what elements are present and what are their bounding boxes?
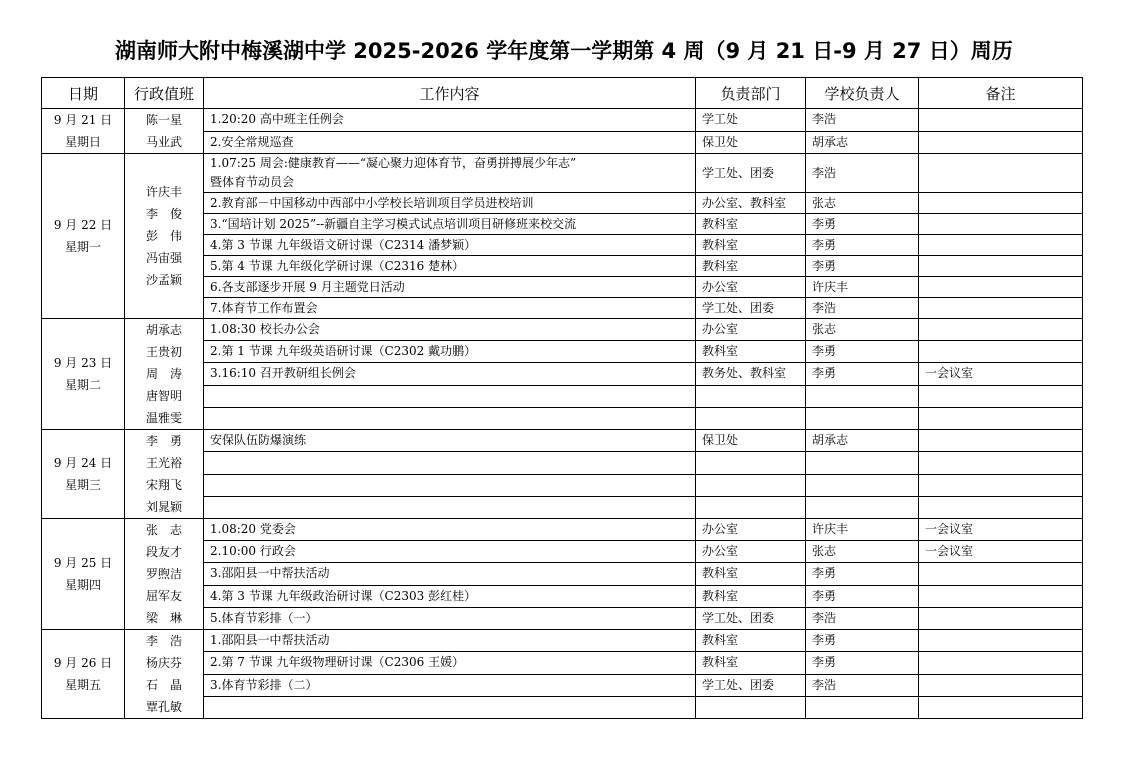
dept-cell: 教科室: [696, 652, 806, 674]
header-row: [42, 78, 1083, 109]
content-cell: 2.10:00 行政会: [204, 541, 696, 563]
dept-cell: 教务处、教科室: [696, 363, 806, 385]
note-cell: [919, 674, 1083, 696]
date-label: 9 月 24 日: [53, 456, 113, 470]
person-cell: 李勇: [806, 652, 919, 674]
person-cell: 胡承志: [806, 131, 919, 154]
duty-name: 屈军友: [145, 589, 182, 603]
content-cell: [204, 474, 696, 496]
dept-cell: 教科室: [696, 235, 806, 256]
content-cell: [204, 385, 696, 407]
duty-name: 梁 琳: [145, 611, 182, 625]
content-cell: [204, 496, 696, 518]
content-cell: 5.体育节彩排（一）: [204, 607, 696, 629]
duty-cell: [125, 430, 204, 519]
note-cell: [919, 131, 1083, 154]
content-cell: [204, 407, 696, 429]
duty-name: 周 涛: [145, 367, 182, 381]
dept-cell: 学工处、团委: [696, 607, 806, 629]
date-label: 9 月 21 日: [53, 113, 113, 127]
person-cell: 张志: [806, 319, 919, 341]
content-cell: 安保队伍防爆演练: [204, 430, 696, 452]
dept-cell: 保卫处: [696, 430, 806, 452]
note-cell: [919, 696, 1083, 718]
dept-cell: 教科室: [696, 630, 806, 652]
duty-cell: [125, 630, 204, 719]
header-dept: 负责部门: [696, 78, 806, 109]
date-cell: [42, 519, 125, 630]
table-row: [42, 519, 1083, 541]
table-row: [42, 319, 1083, 341]
content-cell: 2.安全常规巡查: [204, 131, 696, 154]
header-date: 日期: [42, 78, 125, 109]
weekday-label: 星期二: [64, 378, 101, 392]
note-cell: [919, 277, 1083, 298]
person-cell: 李浩: [806, 674, 919, 696]
content-text-continued: 暨体育节动员会: [210, 175, 295, 189]
dept-cell: 办公室: [696, 519, 806, 541]
note-cell: [919, 214, 1083, 235]
note-cell: [919, 256, 1083, 277]
duty-name: 唐智明: [145, 389, 182, 403]
content-text: 1.07:25 周会:健康教育——“凝心聚力迎体育节，奋勇拼搏展少年志”: [210, 156, 577, 170]
duty-name: 张 志: [145, 523, 182, 537]
dept-cell: [696, 474, 806, 496]
dept-cell: 教科室: [696, 341, 806, 363]
note-cell: [919, 154, 1083, 193]
duty-name: 沙孟颖: [145, 273, 182, 287]
duty-name: 彭 伟: [145, 229, 182, 243]
note-cell: 一会议室: [919, 363, 1083, 385]
person-cell: 胡承志: [806, 430, 919, 452]
date-label: 9 月 22 日: [53, 218, 113, 232]
duty-name: 马业武: [145, 135, 182, 149]
content-cell: [204, 154, 696, 193]
note-cell: [919, 607, 1083, 629]
person-cell: 李浩: [806, 607, 919, 629]
duty-name: 冯宙强: [145, 251, 182, 265]
dept-cell: 学工处、团委: [696, 154, 806, 193]
person-cell: 李勇: [806, 585, 919, 607]
header-note: 备注: [919, 78, 1083, 109]
person-cell: 张志: [806, 541, 919, 563]
dept-cell: 办公室: [696, 541, 806, 563]
person-cell: [806, 696, 919, 718]
calendar-body: [42, 109, 1083, 719]
week-calendar-table: [41, 77, 1083, 719]
page-title: 湖南师大附中梅溪湖中学 2025-2026 学年度第一学期第 4 周（9 月 21 日-9 月 27 日）周历: [115, 39, 1013, 63]
note-cell: [919, 452, 1083, 474]
table-row: [42, 430, 1083, 452]
note-cell: [919, 385, 1083, 407]
table-row: [42, 154, 1083, 193]
person-cell: 李勇: [806, 214, 919, 235]
content-cell: 4.第 3 节课 九年级政治研讨课（C2303 彭红桂）: [204, 585, 696, 607]
duty-name: 李 浩: [145, 634, 182, 648]
content-cell: 7.体育节工作布置会: [204, 298, 696, 319]
header-person: 学校负责人: [806, 78, 919, 109]
note-cell: 一会议室: [919, 519, 1083, 541]
note-cell: [919, 298, 1083, 319]
date-cell: [42, 319, 125, 430]
duty-cell: [125, 154, 204, 319]
dept-cell: 教科室: [696, 585, 806, 607]
content-cell: [204, 452, 696, 474]
person-cell: 李浩: [806, 109, 919, 132]
content-cell: 3.邵阳县一中帮扶活动: [204, 563, 696, 585]
dept-cell: 保卫处: [696, 131, 806, 154]
content-cell: 4.第 3 节课 九年级语文研讨课（C2314 潘梦颖）: [204, 235, 696, 256]
dept-cell: 教科室: [696, 214, 806, 235]
duty-name: 宋翔飞: [145, 478, 182, 492]
content-cell: 1.20:20 高中班主任例会: [204, 109, 696, 132]
header-duty: 行政值班: [125, 78, 204, 109]
dept-cell: 办公室: [696, 319, 806, 341]
table-row: [42, 109, 1083, 132]
date-label: 9 月 26 日: [53, 656, 113, 670]
person-cell: 李勇: [806, 363, 919, 385]
duty-name: 王光裕: [145, 456, 182, 470]
duty-cell: [125, 319, 204, 430]
note-cell: [919, 407, 1083, 429]
person-cell: 许庆丰: [806, 277, 919, 298]
date-cell: [42, 430, 125, 519]
table-row: [42, 630, 1083, 652]
person-cell: [806, 474, 919, 496]
duty-name: 段友才: [145, 545, 182, 559]
note-cell: [919, 563, 1083, 585]
note-cell: [919, 341, 1083, 363]
content-cell: 6.各支部逐步开展 9 月主题党日活动: [204, 277, 696, 298]
dept-cell: [696, 452, 806, 474]
person-cell: 李勇: [806, 341, 919, 363]
duty-name: 刘晁颖: [145, 500, 182, 514]
dept-cell: 办公室、教科室: [696, 193, 806, 214]
dept-cell: [696, 696, 806, 718]
note-cell: [919, 109, 1083, 132]
person-cell: [806, 407, 919, 429]
duty-name: 李 俊: [145, 207, 182, 221]
content-cell: 1.08:30 校长办公会: [204, 319, 696, 341]
dept-cell: [696, 385, 806, 407]
person-cell: 李勇: [806, 235, 919, 256]
dept-cell: [696, 407, 806, 429]
duty-cell: [125, 109, 204, 154]
person-cell: 许庆丰: [806, 519, 919, 541]
dept-cell: [696, 496, 806, 518]
weekday-label: 星期五: [64, 678, 101, 692]
date-label: 9 月 23 日: [53, 356, 113, 370]
duty-name: 李 勇: [145, 434, 182, 448]
content-cell: 1.08:20 党委会: [204, 519, 696, 541]
content-cell: 2.第 1 节课 九年级英语研讨课（C2302 戴功鹏）: [204, 341, 696, 363]
note-cell: 一会议室: [919, 541, 1083, 563]
duty-name: 石 晶: [145, 678, 182, 692]
weekday-label: 星期日: [64, 135, 101, 149]
note-cell: [919, 430, 1083, 452]
duty-cell: [125, 519, 204, 630]
dept-cell: 办公室: [696, 277, 806, 298]
date-cell: [42, 630, 125, 719]
duty-name: 王贵初: [145, 345, 182, 359]
weekday-label: 星期一: [64, 240, 101, 254]
note-cell: [919, 496, 1083, 518]
person-cell: 李勇: [806, 563, 919, 585]
person-cell: 李勇: [806, 630, 919, 652]
person-cell: [806, 496, 919, 518]
dept-cell: 学工处、团委: [696, 298, 806, 319]
date-label: 9 月 25 日: [53, 556, 113, 570]
date-cell: [42, 109, 125, 154]
dept-cell: 学工处: [696, 109, 806, 132]
dept-cell: 教科室: [696, 563, 806, 585]
content-cell: 2.教育部－中国移动中西部中小学校长培训项目学员进校培训: [204, 193, 696, 214]
note-cell: [919, 319, 1083, 341]
duty-name: 杨庆芬: [145, 656, 182, 670]
dept-cell: 学工处、团委: [696, 674, 806, 696]
person-cell: [806, 452, 919, 474]
note-cell: [919, 630, 1083, 652]
weekday-label: 星期四: [64, 578, 101, 592]
note-cell: [919, 193, 1083, 214]
person-cell: 李浩: [806, 298, 919, 319]
duty-name: 胡承志: [145, 323, 182, 337]
note-cell: [919, 474, 1083, 496]
content-cell: [204, 696, 696, 718]
person-cell: 张志: [806, 193, 919, 214]
header-content: 工作内容: [204, 78, 696, 109]
duty-name: 温雅雯: [145, 411, 182, 425]
content-cell: 1.邵阳县一中帮扶活动: [204, 630, 696, 652]
date-cell: [42, 154, 125, 319]
duty-name: 罗煦洁: [145, 567, 182, 581]
content-cell: 3.16:10 召开教研组长例会: [204, 363, 696, 385]
weekday-label: 星期三: [64, 478, 101, 492]
duty-name: 覃孔敏: [145, 700, 182, 714]
dept-cell: 教科室: [696, 256, 806, 277]
person-cell: 李浩: [806, 154, 919, 193]
content-cell: 2.第 7 节课 九年级物理研讨课（C2306 王媛）: [204, 652, 696, 674]
note-cell: [919, 585, 1083, 607]
content-cell: 3.“国培计划 2025”--新疆自主学习模式试点培训项目研修班来校交流: [204, 214, 696, 235]
note-cell: [919, 652, 1083, 674]
content-cell: 3.体育节彩排（二）: [204, 674, 696, 696]
person-cell: 李勇: [806, 256, 919, 277]
content-cell: 5.第 4 节课 九年级化学研讨课（C2316 楚林）: [204, 256, 696, 277]
note-cell: [919, 235, 1083, 256]
duty-name: 许庆丰: [145, 185, 182, 199]
person-cell: [806, 385, 919, 407]
duty-name: 陈一星: [145, 113, 182, 127]
